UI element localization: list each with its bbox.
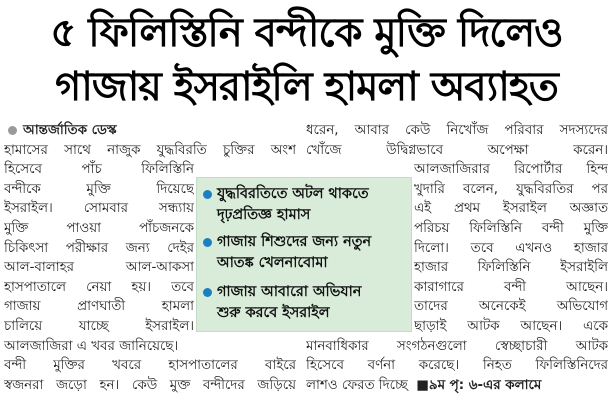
left-line: হিসেবে পাঁচ ফিলিস্তিনি bbox=[4, 162, 194, 178]
left-line: আলজাজিরা এ খবর জানিয়েছে। bbox=[4, 338, 179, 354]
left-line: গাজায় প্রাণঘাতী হামলা bbox=[4, 299, 194, 315]
headline-line-2: গাজায় ইসরাইলি হামলা অব্যাহত bbox=[55, 64, 558, 110]
left-line: হামাসের সাথে নাজুক যুদ্ধবিরতি চুক্তির অংশ bbox=[4, 142, 296, 158]
right-line: লাশও ফেরত দিচ্ছে bbox=[306, 377, 408, 393]
right-line: ধরেন, আবার কেউ নিখোঁজ পরিবার সদস্যদের bbox=[306, 123, 608, 138]
left-line: স্বজনরা জড়ো হন। কেউ মুক্ত বন্দীদের জড়িয়ে bbox=[4, 377, 296, 393]
highlight-line: আতঙ্ক খেলনাবোমা bbox=[217, 255, 328, 271]
highlight-line: গাজায় শিশুদের জন্য নতুন bbox=[217, 234, 372, 250]
right-line: আলজাজিরার রিপোর্টার হিন্দ bbox=[414, 162, 608, 178]
right-column bbox=[306, 121, 608, 395]
headline-line-1: ৫ ফিলিস্তিনি বন্দীকে মুক্তি দিলেও bbox=[50, 10, 563, 56]
right-line: হাজার ফিলিস্তিনি ইসরাইলি bbox=[414, 260, 608, 276]
right-line: কারাগারে বন্দী আছেন। bbox=[414, 279, 608, 295]
left-line: আল-বালাহর আল-আকসা bbox=[4, 260, 194, 276]
left-line: বন্দীকে মুক্তি দিয়েছে bbox=[4, 181, 194, 197]
highlight-line: দৃঢ়প্রতিজ্ঞ হামাস bbox=[217, 207, 311, 223]
bullet-icon bbox=[203, 238, 212, 247]
left-line: মুক্তি পাওয়া পাঁচজনকে bbox=[4, 220, 194, 236]
left-line: চিকিৎসা পরীক্ষার জন্য দেইর bbox=[4, 240, 194, 256]
desk-line bbox=[4, 121, 296, 141]
left-line: বন্দী মুক্তির খবরে হাসপাতালের বাইরে bbox=[4, 358, 296, 374]
left-line: হাসপাতালে নেয়া হয়। তবে bbox=[4, 279, 194, 295]
right-line: খুদারি বলেন, যুদ্ধবিরতির পর bbox=[414, 181, 608, 197]
highlight-line: শুরু করবে ইসরাইল bbox=[217, 305, 330, 321]
continuation-text: ৯ম পৃ: ৬-এর কলামে bbox=[428, 377, 542, 393]
right-line-last bbox=[306, 376, 608, 396]
continuation-ref: ■৯ম পৃ: ৬-এর কলামে bbox=[416, 377, 542, 393]
right-line: হিসেবে বর্ণনা করেছে। নিহত ফিলিস্তিনিদের bbox=[306, 358, 608, 374]
right-line: এই প্রথম ইসরাইল অজ্ঞাত bbox=[414, 201, 608, 217]
right-line: তাদের অনেকেই অভিযোগ bbox=[414, 299, 608, 315]
highlight-line: যুদ্ধবিরতিতে অটল থাকতে bbox=[217, 186, 369, 202]
bullet-icon bbox=[203, 288, 212, 297]
desk-bullet-icon bbox=[8, 126, 17, 135]
right-line: মানবাধিকার সংগঠনগুলো স্বেচ্ছাচারী আটক bbox=[306, 338, 608, 354]
bullet-icon bbox=[203, 190, 212, 199]
right-line: দিলো। তবে এখনও হাজার bbox=[414, 240, 608, 256]
right-line: পরিচয় ফিলিস্তিনি বন্দী মুক্তি bbox=[414, 220, 608, 236]
left-line: ইসরাইল। সোমবার সন্ধ্যায় bbox=[4, 201, 194, 217]
desk-label: আন্তর্জাতিক ডেস্ক bbox=[23, 123, 117, 138]
right-line: খোঁজে উদ্বিগ্নভাবে অপেক্ষা করেন। bbox=[306, 142, 608, 158]
left-line: চালিয়ে যাচ্ছে ইসরাইল। bbox=[4, 318, 194, 334]
right-line: ছাড়াই আটক আছেন। একে bbox=[414, 318, 608, 334]
highlight-line: গাজায় আবারো অভিযান bbox=[217, 284, 362, 300]
